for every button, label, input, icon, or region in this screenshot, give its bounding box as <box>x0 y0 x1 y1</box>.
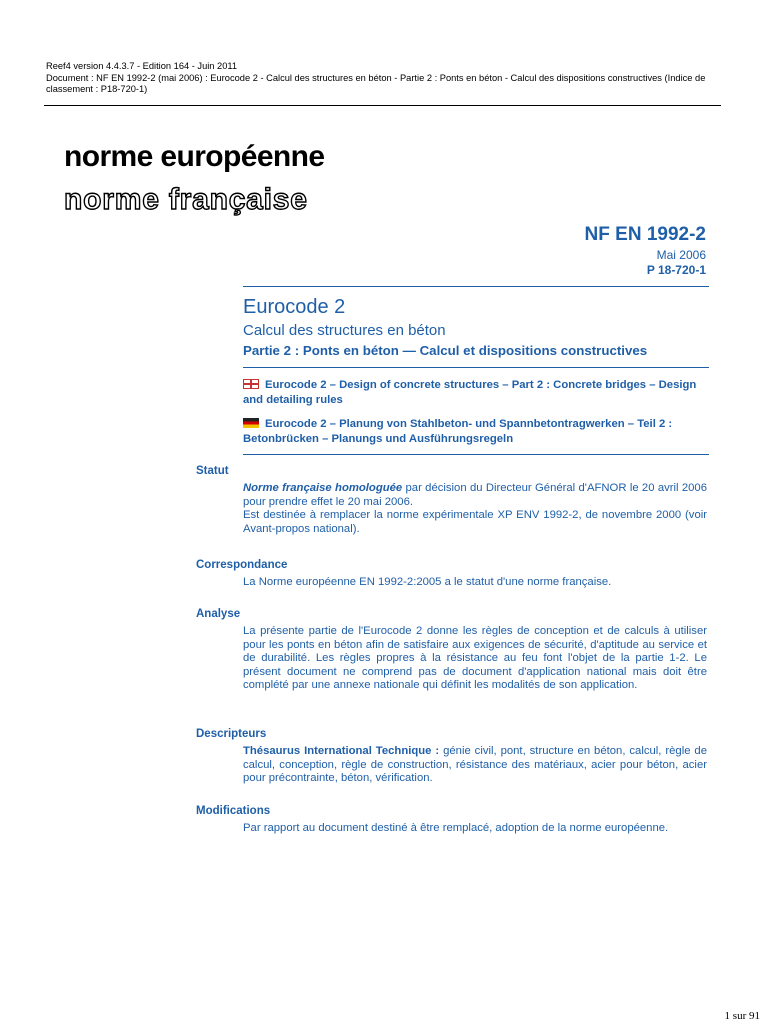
standard-code: NF EN 1992-2 <box>584 224 706 245</box>
section-label-descripteurs: Descripteurs <box>196 728 267 740</box>
statut-text-1: par décision du Directeur Général d'AFNOR le 20 avril 2006 pour prendre effet le 20 mai 2006. <box>243 482 707 508</box>
header-document-line: Document : NF EN 1992-2 (mai 2006) : Eurocode 2 - Calcul des structures en béton - Partie 2 : Ponts en béton - Calcul des dispositions constructives (Indice de classement : P18-720-1) <box>46 72 706 94</box>
descripteurs-emphasis: Thésaurus International Technique : <box>243 745 440 757</box>
eurocode-subtitle: Calcul des structures en béton <box>243 322 446 339</box>
translation-german <box>243 417 711 446</box>
translation-german-text: Eurocode 2 – Planung von Stahlbeton- und Spannbetontragwerken – Teil 2 : Betonbrücken – Planungs und Ausführungsregeln <box>243 418 673 445</box>
uk-flag-icon <box>243 379 259 389</box>
section-body-descripteurs <box>243 745 707 786</box>
analyse-text: La présente partie de l'Eurocode 2 donne les règles de conception et de calculs à utiliser pour les ponts en béton afin de satisfaire aux exigences de sécurité, d'aptitude au service et de durabilité. Les règles propres à la résistance au feu font l'objet de la partie 1-2. Le présent document ne comprend pas de document d'application national mais doit être complété par une annexe nationale qui définit les modalités de son application. <box>243 625 707 692</box>
statut-emphasis: Norme française homologuée <box>243 482 403 494</box>
divider-mid <box>243 367 709 368</box>
eurocode-title: Eurocode 2 <box>243 296 346 318</box>
section-body-modifications <box>243 822 707 836</box>
statut-text-2: Est destinée à remplacer la norme expérimentale XP ENV 1992-2, de novembre 2000 (voir Avant-propos national). <box>243 509 707 535</box>
modifications-text: Par rapport au document destiné à être remplacé, adoption de la norme européenne. <box>243 822 669 834</box>
descripteurs-text: génie civil, pont, structure en béton, calcul, règle de calcul, conception, règle de construction, résistance des matériaux, acier pour béton, acier pour précontrainte, béton, vérification. <box>243 745 707 785</box>
header-version-line: Reef4 version 4.4.3.7 - Edition 164 - Juin 2011 <box>46 61 238 71</box>
german-flag-icon <box>243 418 259 428</box>
header-divider <box>44 105 721 106</box>
section-label-statut: Statut <box>196 465 229 477</box>
section-label-correspondance: Correspondance <box>196 559 288 571</box>
divider-top <box>243 286 709 287</box>
classification-index: P 18-720-1 <box>646 263 706 277</box>
publication-date: Mai 2006 <box>656 248 706 262</box>
section-body-statut <box>243 482 707 536</box>
eurocode-part: Partie 2 : Ponts en béton — Calcul et dispositions constructives <box>243 343 648 358</box>
divider-bottom <box>243 454 709 455</box>
section-body-correspondance <box>243 576 707 590</box>
title-norme-francaise: norme française <box>64 183 308 216</box>
translation-english <box>243 378 711 407</box>
title-norme-europeenne: norme européenne <box>64 140 325 173</box>
section-body-analyse <box>243 625 707 693</box>
correspondance-text: La Norme européenne EN 1992-2:2005 a le statut d'une norme française. <box>243 576 612 588</box>
section-label-analyse: Analyse <box>196 608 241 620</box>
section-label-modifications: Modifications <box>196 805 271 817</box>
translation-english-text: Eurocode 2 – Design of concrete structures – Part 2 : Concrete bridges – Design and detailing rules <box>243 379 697 406</box>
page-number: 1 sur 91 <box>724 1010 760 1022</box>
document-header <box>46 61 726 96</box>
